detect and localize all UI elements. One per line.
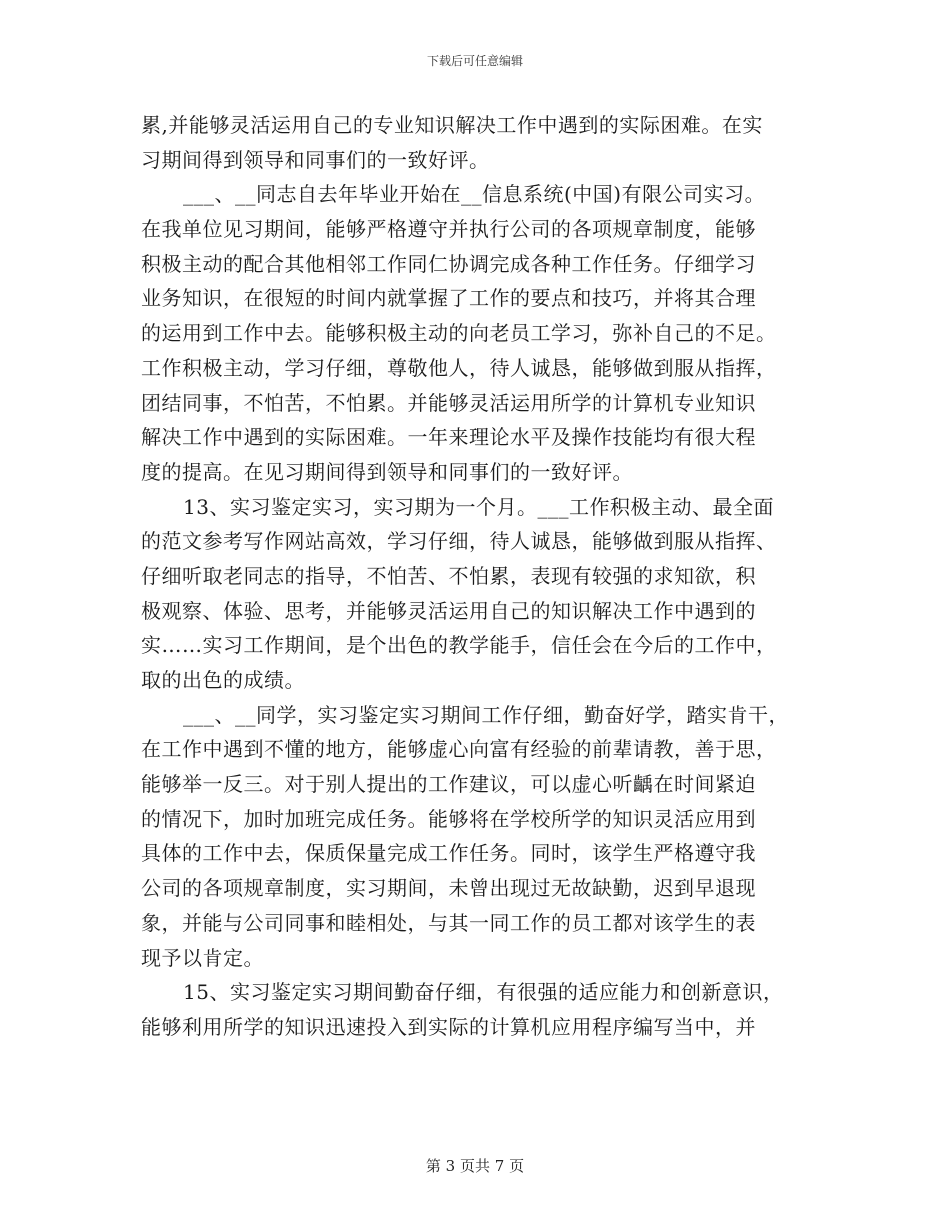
text-line: 13、实习鉴定实习，实习期为一个月。___工作积极主动、最全面 [183, 494, 774, 519]
text-line: 公司的各项规章制度，实习期间，未曾出现过无故缺勤，迟到早退现 [141, 876, 756, 901]
text-line: 在我单位见习期间，能够严格遵守并执行公司的各项规章制度，能够 [141, 217, 756, 242]
text-line: 的情况下，加时加班完成任务。能够将在学校所学的知识灵活应用到 [141, 806, 756, 831]
text-line: 累,并能够灵活运用自己的专业知识解决工作中遇到的实际困难。在实 [141, 113, 763, 137]
text-line: 具体的工作中去，保质保量完成工作任务。同时，该学生严格遵守我 [141, 841, 756, 866]
text-line: 取的出色的成绩。 [141, 668, 305, 692]
text-line: 的范文参考写作网站高效，学习仔细，待人诚恳，能够做到服从指挥、 [141, 529, 777, 554]
text-line: 工作积极主动，学习仔细，尊敬他人，待人诚恳，能够做到服从指挥， [141, 355, 777, 380]
text-line: ___、__同学，实习鉴定实习期间工作仔细，勤奋好学，踏实肯干， [183, 702, 789, 727]
text-line: 仔细听取老同志的指导，不怕苦、不怕累，表现有较强的求知欲，积 [141, 563, 756, 588]
text-line: 度的提高。在见习期间得到领导和同事们的一致好评。 [141, 459, 633, 484]
text-line: ___、__同志自去年毕业开始在__信息系统(中国)有限公司实习。 [183, 182, 766, 207]
text-line: 在工作中遇到不懂的地方，能够虚心向富有经验的前辈请教，善于思， [141, 737, 777, 762]
text-line: 15、实习鉴定实习期间勤奋仔细，有很强的适应能力和创新意识， [183, 980, 784, 1005]
text-line: 极观察、体验、思考，并能够灵活运用自己的知识解决工作中遇到的 [141, 598, 756, 623]
text-line: 现予以肯定。 [141, 945, 264, 970]
page-number: 第 3 页共 7 页 [425, 1157, 525, 1175]
page-header: 下载后可任意编辑 [426, 54, 523, 68]
text-line: 业务知识，在很短的时间内就掌握了工作的要点和技巧，并将其合理 [141, 286, 756, 311]
text-line: 习期间得到领导和同事们的一致好评。 [141, 147, 490, 172]
text-line: 解决工作中遇到的实际困难。一年来理论水平及操作技能均有很大程 [141, 425, 756, 450]
document-body [141, 108, 821, 1045]
text-line: 积极主动的配合其他相邻工作同仁协调完成各种工作任务。仔细学习 [141, 251, 756, 276]
text-line: 能够利用所学的知识迅速投入到实际的计算机应用程序编写当中，并 [141, 1014, 756, 1039]
text-line: 的运用到工作中去。能够积极主动的向老员工学习，弥补自己的不足。 [141, 321, 777, 346]
text-line: 象，并能与公司同事和睦相处，与其一同工作的员工都对该学生的表 [141, 910, 756, 935]
text-line: 能够举一反三。对于别人提出的工作建议，可以虚心听齲在时间紧迫 [141, 772, 756, 797]
text-line: 实……实习工作期间，是个出色的教学能手，信任会在今后的工作中， [141, 633, 777, 658]
text-line: 团结同事，不怕苦，不怕累。并能够灵活运用所学的计算机专业知识 [141, 390, 756, 415]
